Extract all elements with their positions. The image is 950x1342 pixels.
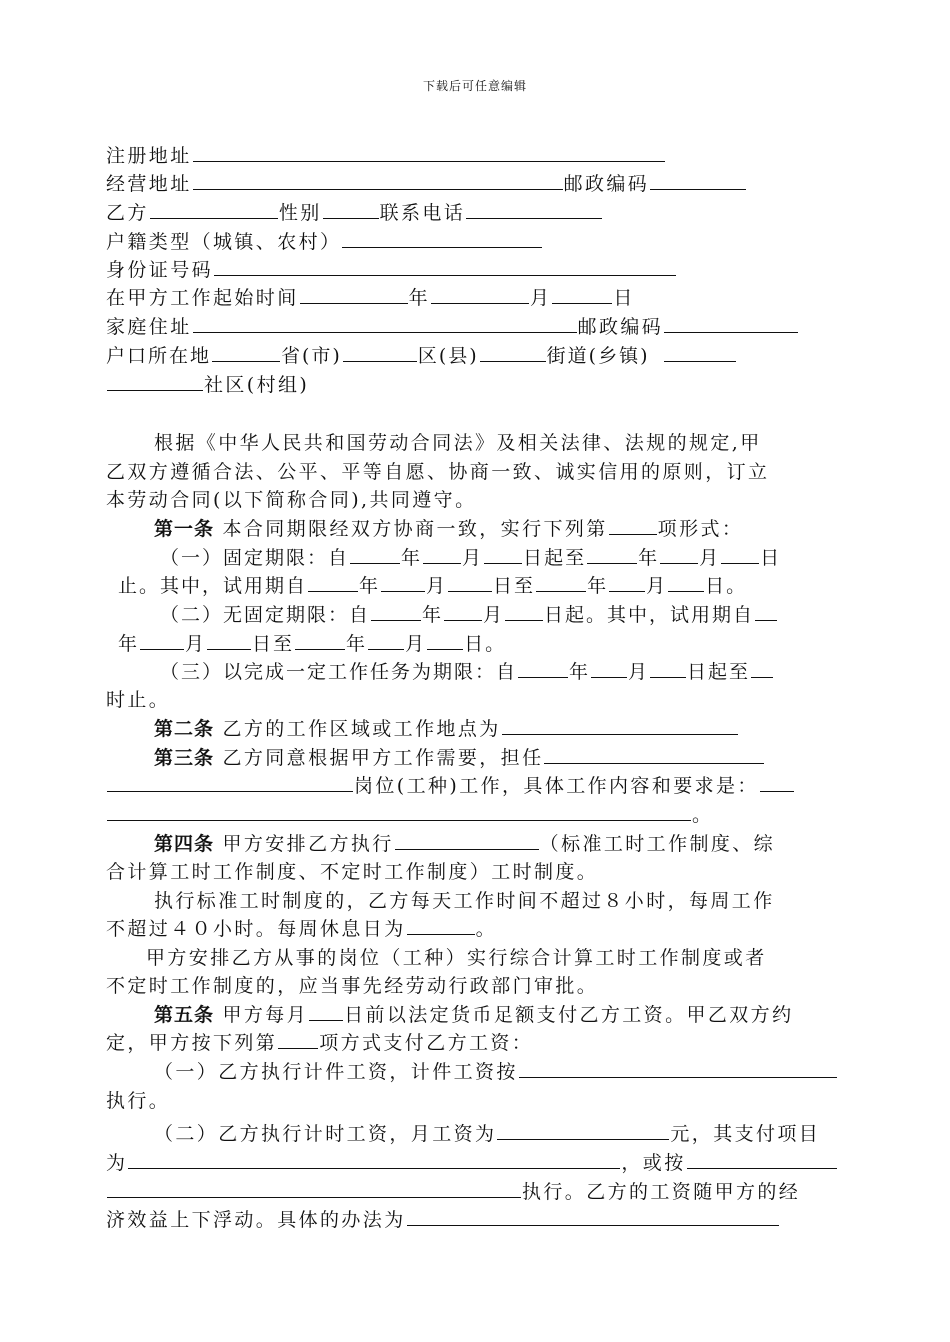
start-month-blank[interactable]: [431, 284, 529, 304]
gender-blank[interactable]: [323, 199, 379, 219]
standard-hours-line-1: 执行标准工时制度的，乙方每天工作时间不超过８小时，每周工作: [154, 890, 775, 912]
province-blank[interactable]: [212, 342, 280, 362]
rest-day-label: 不超过４０小时。每周休息日为: [106, 918, 406, 940]
fixed-from-day[interactable]: [484, 544, 522, 564]
article-5-title: 第五条: [154, 1004, 215, 1026]
page-header: 下载后可任意编辑: [422, 79, 527, 93]
business-address-line: [106, 170, 747, 198]
home-address-label: 家庭住址: [106, 316, 192, 338]
post-blank-2[interactable]: [107, 772, 353, 792]
hukou-type-label: 户籍类型（城镇、农村）: [106, 231, 342, 253]
id-number-blank[interactable]: [214, 256, 676, 276]
year-label: 年: [408, 287, 431, 309]
zhi2-label: 日至: [493, 575, 536, 597]
open-probation-year-a[interactable]: [755, 601, 777, 621]
district-label: 区(县): [417, 345, 479, 367]
article-5-text2: 日前以法定货币足额支付乙方工资。甲乙双方约: [344, 1004, 794, 1026]
start-day-blank[interactable]: [552, 284, 612, 304]
article-3-text2: 岗位(工种)工作，具体工作内容和要求是：: [354, 775, 759, 797]
monthly-wage-blank[interactable]: [497, 1120, 669, 1140]
rest-day-blank[interactable]: [407, 915, 475, 935]
post-blank[interactable]: [544, 744, 764, 764]
task-mid-label: 日起至: [687, 661, 751, 683]
article-5-line-2: [106, 1029, 533, 1057]
task-from-year[interactable]: [518, 658, 568, 678]
open-term-label: （二）无固定期限：自: [160, 604, 371, 626]
open-from-month[interactable]: [444, 601, 482, 621]
gender-label: 性别: [278, 202, 322, 224]
float-method-blank[interactable]: [407, 1206, 779, 1226]
fixed-term-label: （一）固定期限：自: [160, 547, 350, 569]
open-probation-to-month[interactable]: [368, 630, 404, 650]
yuan-label: 元，其支付项目: [670, 1123, 821, 1145]
task-term-label: （三）以完成一定工作任务为期限：自: [160, 661, 518, 683]
province-label: 省(市): [281, 345, 342, 367]
time-wage-label: （二）乙方执行计时工资，月工资为: [154, 1123, 497, 1145]
task-end-line: 时止。: [106, 689, 171, 711]
month-label: 月: [185, 633, 207, 655]
article-3-line: [154, 744, 765, 772]
open-term-line: [160, 601, 778, 629]
probation-line-1: [118, 572, 747, 600]
open-probation-to-year[interactable]: [295, 630, 345, 650]
fixed-term-line: [160, 544, 781, 572]
probation-from-day[interactable]: [448, 572, 492, 592]
year-label: 年: [638, 547, 660, 569]
street-blank[interactable]: [480, 342, 546, 362]
huoan-label: ，或按: [621, 1152, 686, 1174]
probation-line-2: [118, 630, 506, 658]
work-location-blank[interactable]: [502, 715, 738, 735]
home-address-line: [106, 313, 799, 341]
preamble-line-3: 本劳动合同(以下简称合同),共同遵守。: [106, 489, 477, 511]
article-3-line-2: [106, 772, 795, 800]
comprehensive-hours-line-2: 不定时工作制度的，应当事先经劳动行政部门审批。: [106, 975, 599, 997]
article-4-title: 第四条: [154, 833, 215, 855]
work-hours-blank[interactable]: [395, 830, 539, 850]
comprehensive-hours-line-1: 甲方安排乙方从事的岗位（工种）实行综合计算工时工作制度或者: [146, 947, 767, 969]
year-label: 年: [401, 547, 423, 569]
community-blank[interactable]: [107, 371, 203, 391]
end-label: 日。: [705, 575, 748, 597]
article-5-line: [154, 1001, 793, 1029]
task-from-month[interactable]: [591, 658, 627, 678]
job-content-blank[interactable]: [760, 772, 794, 792]
community-label: 社区(村组): [204, 374, 310, 396]
start-time-label: 在甲方工作起始时间: [106, 287, 299, 309]
probation-to-day[interactable]: [668, 572, 704, 592]
fixed-to-day[interactable]: [721, 544, 759, 564]
piece-wage-line: [154, 1058, 838, 1086]
probation-from-year[interactable]: [308, 572, 358, 592]
probation-to-month[interactable]: [609, 572, 645, 592]
probation-from-month[interactable]: [381, 572, 425, 592]
year-label: 年: [422, 604, 444, 626]
pay-items-line: [106, 1149, 838, 1177]
preamble-line-1: 根据《中华人民共和国劳动合同法》及相关法律、法规的规定,甲: [154, 432, 762, 454]
postcode-label: 邮政编码: [563, 173, 650, 195]
open-probation-day[interactable]: [207, 630, 251, 650]
year-label: 年: [346, 633, 368, 655]
task-end-blank[interactable]: [751, 658, 773, 678]
postcode-blank[interactable]: [650, 170, 746, 190]
month-label: 月: [426, 575, 448, 597]
open-probation-month[interactable]: [140, 630, 184, 650]
fixed-from-year[interactable]: [350, 544, 400, 564]
registered-address-line: [106, 142, 666, 170]
home-address-blank[interactable]: [193, 313, 577, 333]
home-postcode-label: 邮政编码: [577, 316, 664, 338]
article-1-line: [154, 515, 743, 543]
fixed-to-month[interactable]: [660, 544, 698, 564]
start-time-line: [106, 284, 635, 312]
party-b-blank[interactable]: [150, 199, 278, 219]
pay-method-label-2: 项方式支付乙方工资：: [319, 1032, 534, 1054]
article-2-line: [154, 715, 739, 743]
article-5-text: 甲方每月: [222, 1004, 309, 1026]
open-from-year[interactable]: [371, 601, 421, 621]
month-label: 月: [405, 633, 427, 655]
article-3-title: 第三条: [154, 747, 215, 769]
street-blank-2[interactable]: [664, 342, 736, 362]
open-probation-to-day[interactable]: [427, 630, 463, 650]
month-label: 月: [462, 547, 484, 569]
party-b-label: 乙方: [106, 202, 149, 224]
home-postcode-blank[interactable]: [664, 313, 798, 333]
article-4-text: 甲方安排乙方执行: [222, 833, 394, 855]
day-label: 日: [523, 547, 545, 569]
hukou-location-line: [106, 342, 737, 370]
street-label: 街道(乡镇): [546, 345, 650, 367]
id-number-label: 身份证号码: [106, 259, 214, 281]
pay-method-label: 定，甲方按下列第: [106, 1032, 278, 1054]
article-3-end: 。: [692, 804, 714, 826]
job-content-blank-2[interactable]: [107, 801, 691, 821]
article-4-line: [154, 830, 775, 858]
pay-items-blank[interactable]: [128, 1149, 620, 1169]
article-1-text2: 项形式：: [657, 518, 744, 540]
pay-day-blank[interactable]: [309, 1001, 343, 1021]
end-label: 日。: [464, 633, 507, 655]
start-year-blank[interactable]: [300, 284, 408, 304]
piece-wage-end-line: 执行。: [106, 1090, 171, 1112]
article-1-form-blank[interactable]: [609, 515, 657, 535]
standard-hours-line-2: [106, 915, 497, 943]
task-from-day[interactable]: [650, 658, 686, 678]
pay-exec-label: 执行。乙方的工资随甲方的经: [522, 1181, 801, 1203]
probation-to-year[interactable]: [536, 572, 586, 592]
phone-blank[interactable]: [466, 199, 602, 219]
district-blank[interactable]: [343, 342, 417, 362]
phone-label: 联系电话: [379, 202, 466, 224]
year-label: 年: [587, 575, 609, 597]
zhi2-label: 日至: [252, 633, 295, 655]
preamble-line-2: 乙双方遵循合法、公平、平等自愿、协商一致、诚实信用的原则，订立: [106, 461, 770, 483]
task-term-line: [160, 658, 774, 686]
hukou-type-line: [106, 228, 543, 256]
party-b-line: [106, 199, 603, 227]
float-line: [106, 1206, 780, 1234]
id-number-line: [106, 256, 677, 284]
probation-label: 止。其中，试用期自: [118, 575, 308, 597]
article-1-text: 本合同期限经双方协商一致，实行下列第: [222, 518, 608, 540]
month-label: 月: [628, 661, 650, 683]
article-2-title: 第二条: [154, 718, 215, 740]
article-4-text2: （标准工时工作制度、综: [539, 833, 776, 855]
open-mid-label: 日起。其中，试用期自: [544, 604, 755, 626]
day-label: 日: [613, 287, 635, 309]
article-4-line-2: 合计算工时工作制度、不定时工作制度）工时制度。: [106, 861, 599, 883]
month-label: 月: [530, 287, 552, 309]
float-label: 济效益上下浮动。具体的办法为: [106, 1209, 406, 1231]
piece-wage-label: （一）乙方执行计件工资，计件工资按: [154, 1061, 518, 1083]
fixed-from-month[interactable]: [423, 544, 461, 564]
article-3-text: 乙方同意根据甲方工作需要，担任: [222, 747, 544, 769]
month-label: 月: [646, 575, 668, 597]
rest-day-end: 。: [475, 918, 498, 940]
article-2-text: 乙方的工作区域或工作地点为: [222, 718, 501, 740]
open-from-day[interactable]: [505, 601, 543, 621]
pay-alt-blank[interactable]: [687, 1149, 837, 1169]
registered-address-label: 注册地址: [106, 145, 192, 167]
business-address-blank[interactable]: [193, 170, 563, 190]
registered-address-blank[interactable]: [193, 142, 665, 162]
qizhi-label: 起至: [544, 547, 587, 569]
piece-wage-blank[interactable]: [519, 1058, 837, 1078]
month-label: 月: [483, 604, 505, 626]
hukou-type-blank[interactable]: [342, 228, 542, 248]
fixed-to-year[interactable]: [587, 544, 637, 564]
year-label: 年: [118, 633, 140, 655]
time-wage-line: [154, 1120, 820, 1148]
pay-alt-blank-2[interactable]: [107, 1178, 521, 1198]
day-label: 日: [760, 547, 782, 569]
article-3-line-3: [106, 801, 713, 829]
pay-exec-line: [106, 1178, 800, 1206]
wei-label: 为: [106, 1152, 128, 1174]
hukou-location-label: 户口所在地: [106, 345, 212, 367]
year-label: 年: [359, 575, 381, 597]
month-label: 月: [699, 547, 721, 569]
community-line: [106, 371, 309, 399]
business-address-label: 经营地址: [106, 173, 192, 195]
pay-method-blank[interactable]: [278, 1029, 318, 1049]
article-1-title: 第一条: [154, 518, 215, 540]
year-label: 年: [569, 661, 591, 683]
